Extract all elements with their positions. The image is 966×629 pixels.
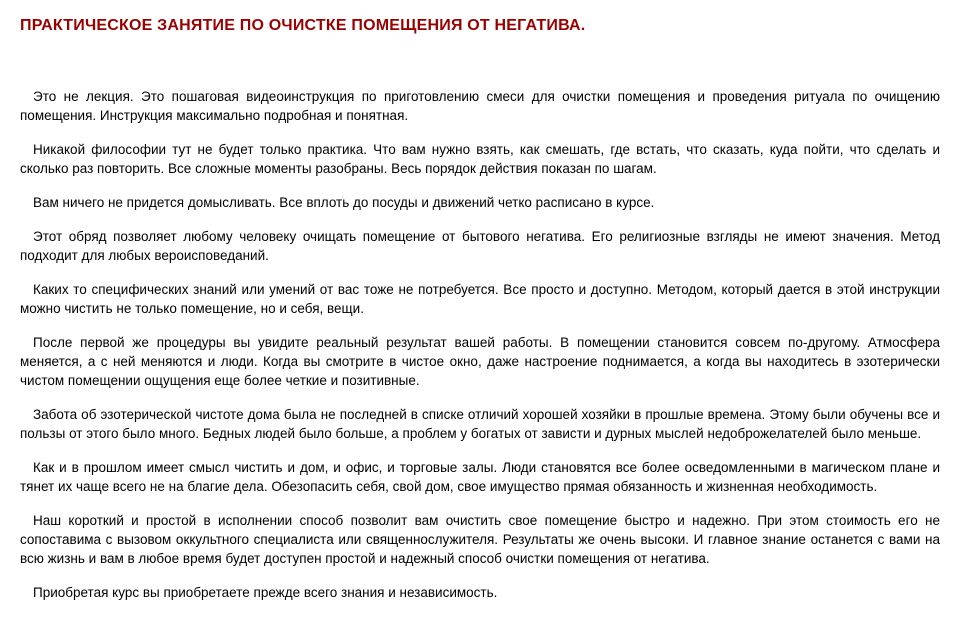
paragraph-no-skills-needed: Каких то специфических знаний или умений от вас тоже не потребуется. Все просто и доступно. Методом, который дается в этой инструкции можно чистить не только помещение, но и себя, вещи. [20,282,940,316]
paragraph-present-day: Как и в прошлом имеет смысл чистить и дом, и офис, и торговые залы. Люди становятся все более осведомленными в магическом плане и тянет их чаще всего не на благие дела. Обезопасить себя, свой дом, свое имущество прямая обязанность и жизненная необходимость. [20,460,940,494]
document-body [20,87,940,602]
page-title: ПРАКТИЧЕСКОЕ ЗАНЯТИЕ ПО ОЧИСТКЕ ПОМЕЩЕНИЯ ОТ НЕГАТИВА. [20,17,586,34]
paragraph-benefits: Наш короткий и простой в исполнении способ позволит вам очистить свое помещение быстро и надежно. При этом стоимость его не сопоставима с вызовом оккультного специалиста или священнослужителя. Результаты же очень высоки. И главное знание останется с вами на всю жизнь и вам в любое время будет доступен простой и надежный способ очистки помещения от негатива. [20,513,940,566]
paragraph-course-detail: Вам ничего не придется домысливать. Все вплоть до посуды и движений четко расписано в курсе. [33,195,655,210]
paragraph-ritual: Этот обряд позволяет любому человеку очищать помещение от бытового негатива. Его религиозные взгляды не имеют значения. Метод подходит для любых вероисповеданий. [20,229,940,263]
paragraph-closing: Приобретая курс вы приобретаете прежде всего знания и независимость. [33,585,498,600]
paragraph-practice: Никакой философии тут не будет только практика. Что вам нужно взять, как смешать, где встать, что сказать, куда пойти, что сделать и сколько раз повторить. Все сложные моменты разобраны. Весь порядок действия показан по шагам. [20,142,940,176]
paragraph-history: Забота об эзотерической чистоте дома была не последней в списке отличий хорошей хозяйки в прошлые времена. Этому были обучены все и пользы от этого было много. Бедных людей было больше, а проблем у богатых от зависти и дурных мыслей недоброжелателей было меньше. [20,407,940,441]
paragraph-intro: Это не лекция. Это пошаговая видеоинструкция по приготовлению смеси для очистки помещения и проведения ритуала по очищению помещения. Инструкция максимально подробная и понятная. [20,89,940,123]
paragraph-results: После первой же процедуры вы увидите реальный результат вашей работы. В помещении становится совсем по-другому. Атмосфера меняется, а с ней меняются и люди. Когда вы смотрите в чистое окно, даже настроение поднимается, а когда вы находитесь в эзотерически чистом помещении ощущения еще более четкие и позитивные. [20,335,940,388]
